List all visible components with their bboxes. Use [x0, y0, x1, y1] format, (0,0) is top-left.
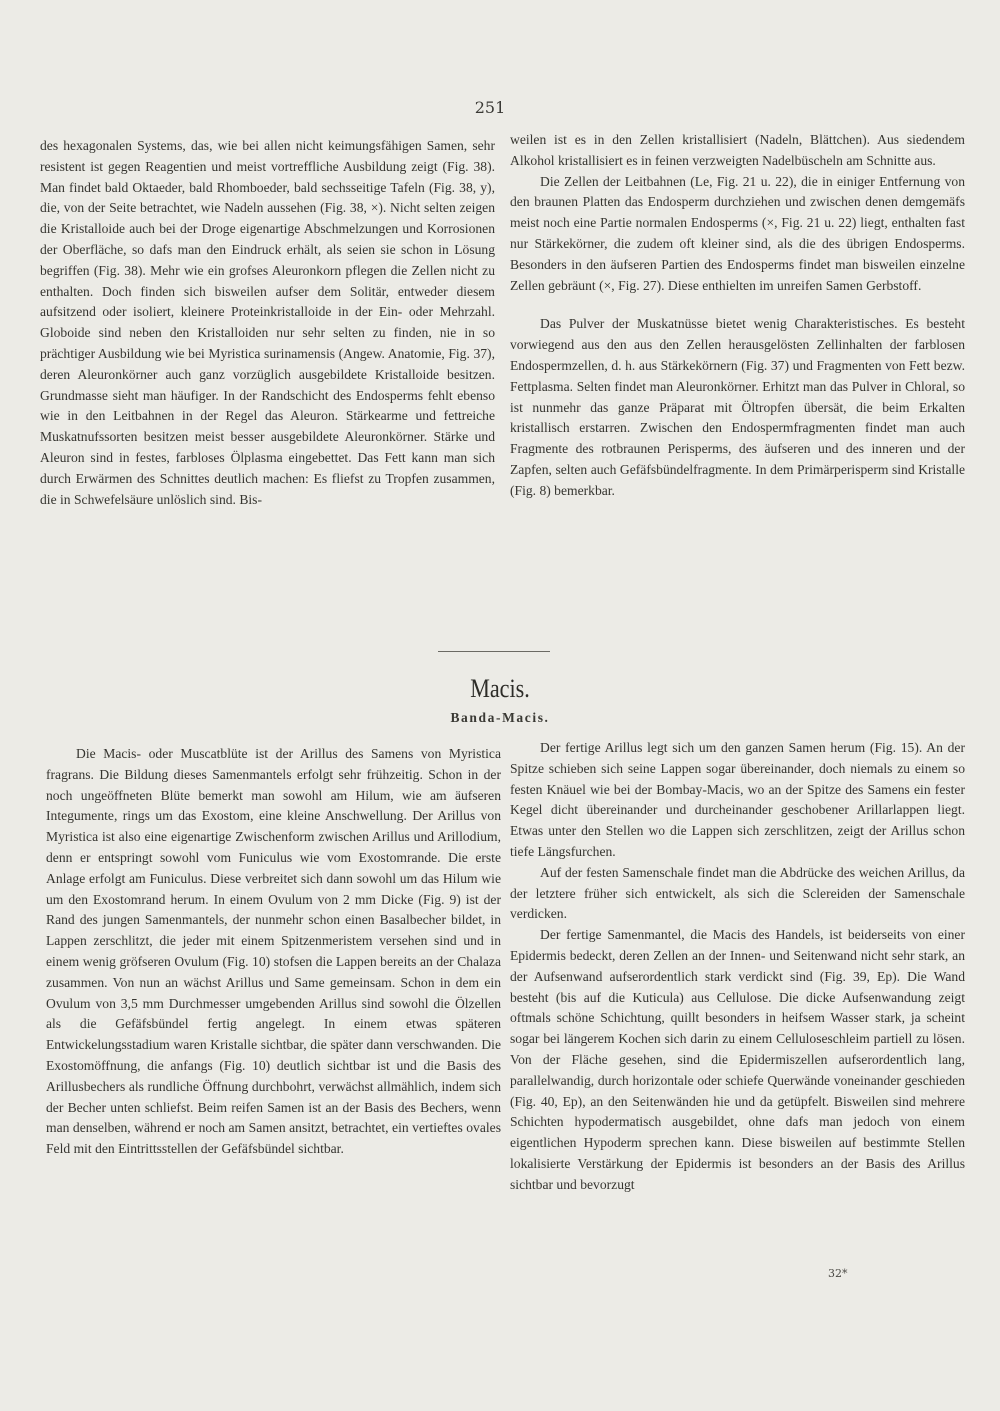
- bottom-right-column: [510, 738, 965, 1196]
- signature-mark: 32*: [828, 1267, 848, 1280]
- paragraph: Das Pulver der Muskatnüsse bietet wenig Charakteristisches. Es besteht vorwiegend aus den aus den Zellen herausgelösten Zellinhalten der farblosen Endospermzellen, d. h. aus Stärkekörnern (Fig. 37) und Fragmenten von Fett bezw. Fettplasma. Selten findet man Aleuronkörner. Erhitzt man das Pulver in Chloral, so ist nunmehr das ganze Präparat mit Öltropfen übersät, die beim Erkalten kristallisch erstarren. Zwischen den Endospermfragmenten findet man auch Fragmente des rotbraunen Perisperms, des äufseren und des inneren und der Zapfen, selten auch Gefäfsbündelfragmente. In dem Primärperisperm sind Kristalle (Fig. 8) bemerkbar.: [510, 316, 965, 498]
- paragraph: Auf der festen Samenschale findet man die Abdrücke des weichen Arillus, da der letztere früher sich entwickelt, als sich die Sclereiden der Samenschale verdicken.: [510, 864, 965, 922]
- paragraph: des hexagonalen Systems, das, wie bei allen nicht keimungsfähigen Samen, sehr resistent ist gegen Reagentien und meist vortreffliche Ausbildung zeigt (Fig. 38). Man findet bald Oktaeder, bald Rhomboeder, bald sechsseitige Tafeln (Fig. 38, y), die, von der Seite betrachtet, wie Nadeln aussehen (Fig. 38, ×). Nicht selten zeigen die Kristalloide auch bei der Droge eigenartige Abschmelzungen und Korrosionen der Oberfläche, so dafs man den Eindruck erhält, als seien sie schon in Lösung begriffen (Fig. 38). Mehr wie ein grofses Aleuronkorn pflegen die Zellen nicht zu enthalten. Doch finden sich bisweilen aufser dem Solitär, entweder diesem aufsitzend oder isoliert, kleinere Proteinkristalloide in der Ein- oder Mehrzahl. Globoide sind neben den Kristalloiden nur sehr selten zu finden, nie in so prächtiger Ausbildung wie bei Myristica surinamensis (Angew. Anatomie, Fig. 37), deren Aleuronkörner auch ganz vorzüglich ausgebildete Kristalloide besitzen. Grundmasse sieht man häufiger. In der Randschicht des Endosperms fehlt ebenso wie in den Leitbahnen in der Regel das Aleuron. Stärkearme und fettreiche Muskatnufssorten besitzen meist besser ausgebildete Aleuronkörner. Stärke und Aleuron sind in festes, farbloses Ölplasma eingebettet. Das Fett kann man sich durch Erwärmen des Schnittes deutlich machen: Es fliefst zu Tropfen zusammen, die in Schwefelsäure unlöslich sind. Bis-: [40, 138, 495, 507]
- paragraph: Die Zellen der Leitbahnen (Le, Fig. 21 u. 22), die in einiger Entfernung von den braunen Platten das Endosperm durchziehen und zwischen denen demgemäfs meist noch eine Partie normalen Endosperms (×, Fig. 21 u. 22) liegt, enthalten fast nur Stärkekörner, die zudem oft kleiner sind, als die des übrigen Endosperms. Besonders in den äufseren Partien des Endosperms findet man bisweilen einzelne Zellen gebräunt (×, Fig. 27). Diese enthielten im unreifen Samen Gerbstoff.: [510, 173, 965, 293]
- paragraph: weilen ist es in den Zellen kristallisiert (Nadeln, Blättchen). Aus siedendem Alkohol kristallisiert es in feinen verzweigten Nadelbüscheln am Schnitte aus.: [510, 132, 965, 168]
- bottom-left-column: [46, 744, 501, 1160]
- section-title: Macis.: [470, 674, 530, 703]
- paragraph: Die Macis- oder Muscatblüte ist der Arillus des Samens von Myristica fragrans. Die Bildung dieses Samenmantels erfolgt sehr frühzeitig. Schon in der noch ungeöffneten Blüte bemerkt man sowohl am Hilum, wie am äufseren Integumente, rings um das Exostom, eine kleine Anschwellung. Der Arillus von Myristica ist also eine eigenartige Zwischenform zwischen Arillus und Arillodium, denn er entspringt sowohl vom Funiculus wie vom Exostomrande. Die erste Anlage erfolgt am Funiculus. Diese verbreitet sich dann sowohl um das Hilum wie um den Exostomrand herum. In einem Ovulum von 2 mm Dicke (Fig. 9) ist der Rand des jungen Samenmantels, der nunmehr schon einen Basalbecher bildet, in Lappen zerschlitzt, die jeder mit einem Spitzenmeristem versehen sind und in einem wenig gröfseren Ovulum (Fig. 10) stofsen die Lappen bereits an der Chalaza zusammen. Von nun an wächst Arillus und Same gemeinsam. Schon in dem ein Ovulum von 3,5 mm Durchmesser umgebenden Arillus sind sowohl die Ölzellen als die Gefäfsbündel fertig angelegt. In einem etwas späteren Entwickelungsstadium waren Kristalle sichtbar, die später dann verschwanden. Die Exostomöffnung, die anfangs (Fig. 10) deutlich sichtbar ist und die Basis des Arillusbechers als rundliche Öffnung durchbohrt, verwächst allmählich, indem sich der Becher unten schliefst. Beim reifen Samen ist an der Basis des Bechers, wenn man denselben, während er noch am Samen ansitzt, betrachtet, ein vertieftes ovales Feld mit den Eintrittsstellen der Gefäfsbündel sichtbar.: [46, 746, 501, 1157]
- top-right-column: [510, 130, 965, 502]
- section-subtitle: Banda-Macis.: [450, 710, 550, 725]
- section-divider: [438, 651, 550, 652]
- paragraph: Der fertige Arillus legt sich um den ganzen Samen herum (Fig. 15). An der Spitze schieben sich seine Lappen sogar übereinander, doch niemals zu einem so festen Knäuel wie bei der Bombay-Macis, wo an der Spitze des Samens ein fester Kegel dicht übereinander und durcheinander geschobener Arillarlappen liegt. Etwas unter den Stellen wo die Lappen sich zerschlitzen, zeigt der Arillus schon tiefe Längsfurchen.: [510, 740, 965, 859]
- top-left-column: [40, 136, 495, 510]
- paragraph: Der fertige Samenmantel, die Macis des Handels, ist beiderseits von einer Epidermis bedeckt, deren Zellen an der Innen- und Seitenwand nicht sehr stark, an der Aufsenwand aufserordentlich stark verdickt sind (Fig. 39, Ep). Die Wand besteht (bis auf die Kuticula) aus Cellulose. Die dicke Aufsenwandung zeigt oftmals schöne Schichtung, quillt besonders in heifsem Wasser stark, ja scheint sogar bei längerem Kochen sich darin zu einem Celluloseschleim partiell zu lösen. Von der Fläche gesehen, sind die Epidermiszellen aufserordentlich lang, parallelwandig, durch horizontale oder schiefe Querwände voneinander geschieden (Fig. 40, Ep), an den Seitenwänden hie und da getüpfelt. Bisweilen sind mehrere Schichten hypodermatisch ausgebildet, ohne dafs man jedoch von einem eigentlichen Hypoderm sprechen kann. Diese bisweilen auf bestimmte Stellen lokalisierte Verstärkung der Epidermis ist besonders an der Basis des Arillus sichtbar und bevorzugt: [510, 927, 965, 1192]
- page-number: 251: [474, 98, 506, 117]
